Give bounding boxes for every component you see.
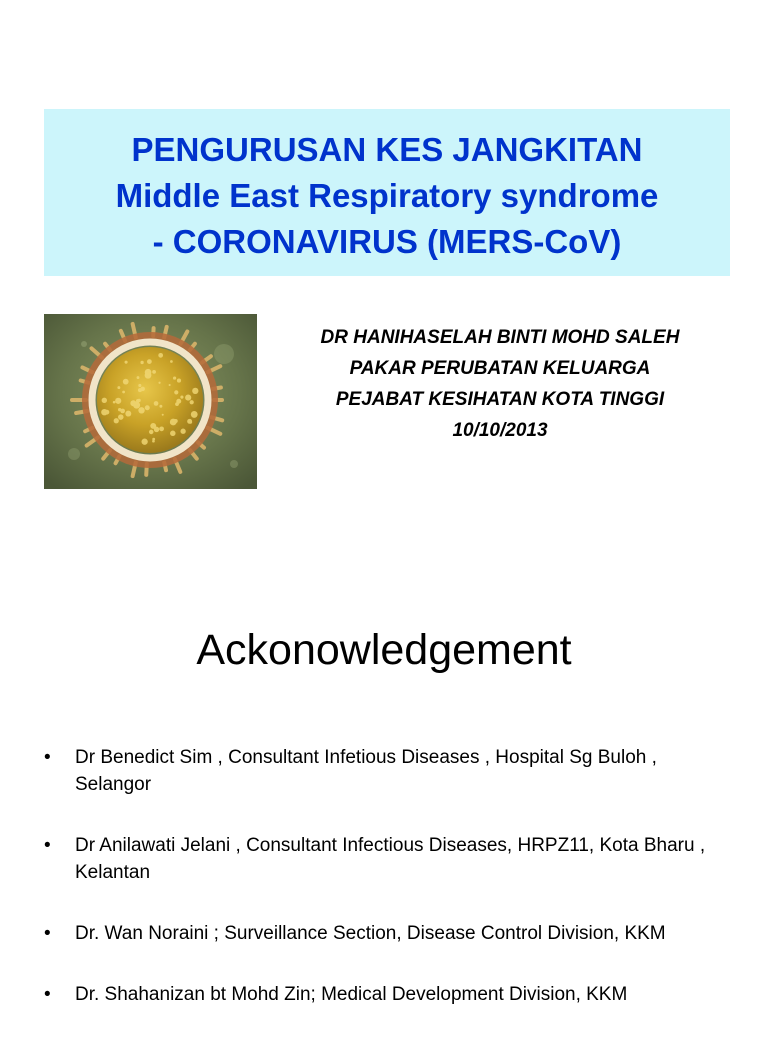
virus-speckle	[152, 440, 155, 443]
virus-speckle	[180, 429, 185, 434]
author-name: DR HANIHASELAH BINTI MOHD SALEH	[272, 322, 728, 353]
virus-speckle	[125, 361, 128, 364]
virus-speckle	[138, 407, 144, 413]
virus-speckle	[149, 430, 154, 435]
virus-speckle	[147, 359, 152, 364]
bullet-icon: •	[44, 920, 51, 947]
virus-speckle	[170, 431, 175, 436]
virus-speckle	[158, 353, 163, 358]
virus-speckle	[130, 400, 136, 406]
acknowledgement-item	[44, 920, 734, 947]
author-position: PAKAR PERUBATAN KELUARGA	[272, 353, 728, 384]
title-box	[44, 109, 730, 276]
virus-speckle	[159, 426, 164, 431]
virus-speckle	[120, 409, 125, 414]
virus-speckle	[141, 439, 147, 445]
virus-speckle	[102, 398, 107, 403]
title-line-3: - CORONAVIRUS (MERS-CoV)	[44, 219, 730, 265]
acknowledgement-heading: Ackonowledgement	[0, 620, 768, 680]
virus-speckle	[114, 418, 119, 423]
coronavirus-image	[44, 314, 257, 489]
presentation-date: 10/10/2013	[272, 415, 728, 446]
acknowledgement-text: Dr Anilawati Jelani , Consultant Infectious Diseases, HRPZ11, Kota Bharu , Kelantan	[75, 835, 705, 883]
title-line-1: PENGURUSAN KES JANGKITAN	[44, 127, 730, 173]
acknowledgement-item	[44, 981, 734, 1008]
virus-speckle	[180, 396, 183, 399]
virus-speckle	[140, 361, 143, 364]
virus-speckle	[150, 423, 156, 429]
bullet-icon: •	[44, 832, 51, 859]
virus-speckle	[185, 395, 191, 401]
virus-speckle	[101, 409, 107, 415]
virus-speckle	[170, 360, 173, 363]
acknowledgement-text: Dr. Shahanizan bt Mohd Zin; Medical Development Division, KKM	[75, 984, 627, 1005]
title-line-2: Middle East Respiratory syndrome	[44, 173, 730, 219]
acknowledgement-text: Dr Benedict Sim , Consultant Infetious Diseases , Hospital Sg Buloh , Selangor	[75, 747, 657, 795]
virus-speckle	[158, 382, 160, 384]
bullet-icon: •	[44, 744, 51, 771]
virus-speckle	[173, 376, 176, 379]
virus-speckle	[191, 411, 198, 418]
virus-speckle	[145, 405, 150, 410]
virus-speckle	[115, 398, 121, 404]
acknowledgement-list	[44, 744, 734, 1042]
virus-speckle	[138, 384, 141, 387]
virus-speckle	[123, 379, 129, 385]
virus-speckle	[174, 390, 178, 394]
virus-speckle	[117, 386, 120, 389]
virus-speckle	[137, 376, 140, 379]
virus-speckle	[138, 388, 142, 392]
author-block	[272, 322, 728, 446]
virus-speckle	[177, 379, 181, 383]
virus-speckle	[174, 419, 178, 423]
virus-speckle	[152, 370, 156, 374]
acknowledgement-item	[44, 744, 734, 798]
virus-speckle	[169, 384, 171, 386]
acknowledgement-text: Dr. Wan Noraini ; Surveillance Section, Disease Control Division, KKM	[75, 923, 666, 944]
virus-speckle	[125, 411, 131, 417]
bullet-icon: •	[44, 981, 51, 1008]
coronavirus-icon	[44, 314, 257, 489]
virus-speckle	[136, 399, 140, 403]
virus-speckle	[113, 401, 116, 404]
virus-speckle	[189, 421, 192, 424]
virus-speckle	[145, 369, 152, 376]
virus-speckle	[192, 388, 198, 394]
virus-speckle	[190, 400, 194, 404]
virus-speckle	[122, 391, 125, 394]
author-office: PEJABAT KESIHATAN KOTA TINGGI	[272, 384, 728, 415]
virus-speckle	[118, 414, 124, 420]
acknowledgement-item	[44, 832, 734, 886]
virus-speckle	[159, 405, 162, 408]
virus-speckle	[176, 399, 181, 404]
virus-speckle	[162, 414, 164, 416]
virus-speckle	[154, 401, 159, 406]
